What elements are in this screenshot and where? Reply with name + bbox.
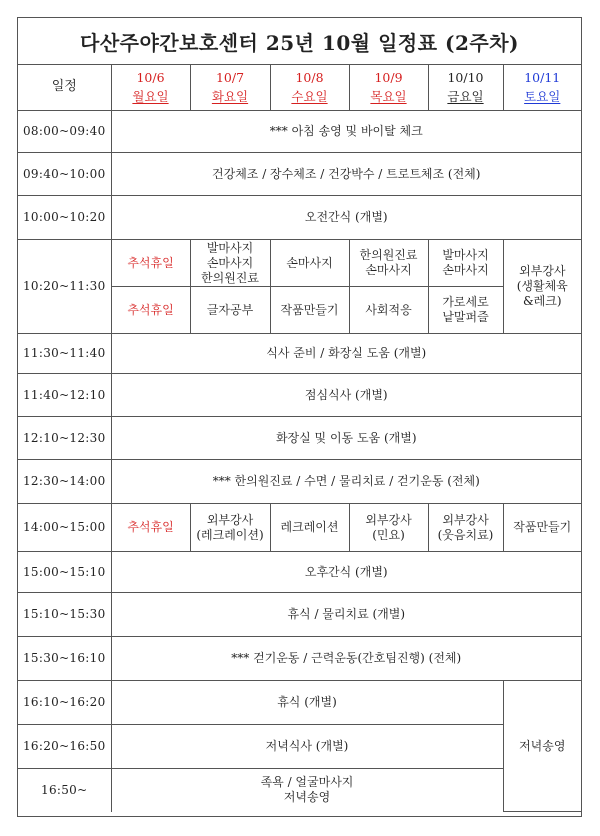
activity-cell: 손마사지 (270, 240, 349, 287)
activity-cell: 작품만들기 (270, 287, 349, 334)
weekday-thu: 목요일 (370, 89, 407, 104)
time-cell: 15:30~16:10 (18, 637, 111, 681)
activity-text: 발마사지 손마사지 (442, 248, 489, 277)
page-title: 다산주야간보호센터 25년 10월 일정표 (2주차) (18, 18, 581, 65)
activity-cell: *** 아침 송영 및 바이탈 체크 (111, 111, 581, 153)
activity-cell: 화장실 및 이동 도움 (개별) (111, 417, 581, 460)
time-cell: 12:10~12:30 (18, 417, 111, 460)
schedule-row (18, 460, 581, 504)
schedule-row (18, 637, 581, 681)
time-cell: 10:20~11:30 (18, 240, 111, 334)
schedule-row (18, 769, 581, 812)
schedule-sheet (17, 17, 582, 817)
schedule-table (18, 64, 581, 812)
schedule-row (18, 240, 581, 287)
activity-text: 족욕 / 얼굴마사지 저녁송영 (260, 775, 354, 805)
activity-cell: 레크레이션 (270, 504, 349, 552)
header-row (18, 65, 581, 111)
schedule-row (18, 725, 581, 769)
activity-cell: 식사 준비 / 화장실 도움 (개별) (111, 334, 581, 374)
time-cell: 15:10~15:30 (18, 593, 111, 637)
day-tue (190, 65, 270, 111)
day-mon (111, 65, 190, 111)
schedule-row (18, 417, 581, 460)
activity-cell: 추석휴일 (111, 240, 190, 287)
activity-cell: *** 걷기운동 / 근력운동(간호팀진행) (전체) (111, 637, 581, 681)
activity-cell: 저녁식사 (개별) (111, 725, 503, 769)
time-cell: 16:20~16:50 (18, 725, 111, 769)
date-mon: 10/6 (136, 70, 165, 86)
date-thu: 10/9 (374, 70, 403, 86)
activity-cell: 추석휴일 (111, 504, 190, 552)
activity-cell: 작품만들기 (503, 504, 581, 552)
time-cell: 14:00~15:00 (18, 504, 111, 552)
day-wed (270, 65, 349, 111)
activity-text: 가로세로 낱말퍼즐 (442, 295, 489, 324)
day-sat (503, 65, 581, 111)
evening-pickup-cell: 저녁송영 (503, 681, 581, 812)
weekday-fri: 금요일 (447, 89, 484, 104)
activity-cell: 휴식 / 물리치료 (개별) (111, 593, 581, 637)
day-fri (428, 65, 503, 111)
activity-cell: 점심식사 (개별) (111, 374, 581, 417)
time-cell: 15:00~15:10 (18, 552, 111, 593)
date-fri: 10/10 (447, 70, 484, 86)
day-thu (349, 65, 428, 111)
time-cell: 12:30~14:00 (18, 460, 111, 504)
activity-cell: 휴식 (개별) (111, 681, 503, 725)
activity-cell (349, 240, 428, 287)
time-cell: 10:00~10:20 (18, 196, 111, 240)
activity-cell: 사회적응 (349, 287, 428, 334)
schedule-row (18, 681, 581, 725)
activity-cell (428, 240, 503, 287)
activity-text: 발마사지 손마사지 한의원진료 (201, 240, 259, 285)
time-cell: 09:40~10:00 (18, 153, 111, 196)
activity-text: 외부강사 (민요) (365, 512, 412, 542)
activity-cell (349, 504, 428, 552)
time-cell: 16:10~16:20 (18, 681, 111, 725)
activity-cell: 글자공부 (190, 287, 270, 334)
date-wed: 10/8 (295, 70, 324, 86)
weekday-sat: 토요일 (524, 89, 561, 104)
time-cell: 11:30~11:40 (18, 334, 111, 374)
schedule-row (18, 111, 581, 153)
activity-text: 외부강사 (레크레이션) (196, 512, 264, 542)
date-sat: 10/11 (524, 70, 561, 86)
date-tue: 10/7 (215, 70, 245, 86)
activity-cell: 추석휴일 (111, 287, 190, 334)
time-cell: 11:40~12:10 (18, 374, 111, 417)
activity-cell: 오후간식 (개별) (111, 552, 581, 593)
schedule-row (18, 552, 581, 593)
activity-cell: 건강체조 / 장수체조 / 건강박수 / 트로트체조 (전체) (111, 153, 581, 196)
weekday-mon: 월요일 (132, 89, 169, 104)
activity-cell: *** 한의원진료 / 수면 / 물리치료 / 걷기운동 (전체) (111, 460, 581, 504)
weekday-wed: 수요일 (291, 89, 328, 104)
weekday-tue: 화요일 (211, 89, 249, 104)
activity-cell (428, 504, 503, 552)
activity-text: 외부강사 (생활체육 &레크) (516, 264, 568, 308)
time-cell: 16:50~ (18, 769, 111, 812)
header-label: 일정 (18, 65, 111, 111)
activity-cell (190, 504, 270, 552)
activity-text: 외부강사 (웃음치료) (437, 512, 494, 542)
activity-cell (190, 240, 270, 287)
schedule-row (18, 334, 581, 374)
schedule-row (18, 504, 581, 552)
activity-cell: 오전간식 (개별) (111, 196, 581, 240)
activity-cell (111, 769, 503, 812)
activity-text: 한의원진료 손마사지 (359, 248, 418, 277)
time-cell: 08:00~09:40 (18, 111, 111, 153)
activity-cell (428, 287, 503, 334)
activity-cell (503, 240, 581, 334)
schedule-row (18, 196, 581, 240)
schedule-row (18, 153, 581, 196)
schedule-row (18, 593, 581, 637)
schedule-row (18, 374, 581, 417)
